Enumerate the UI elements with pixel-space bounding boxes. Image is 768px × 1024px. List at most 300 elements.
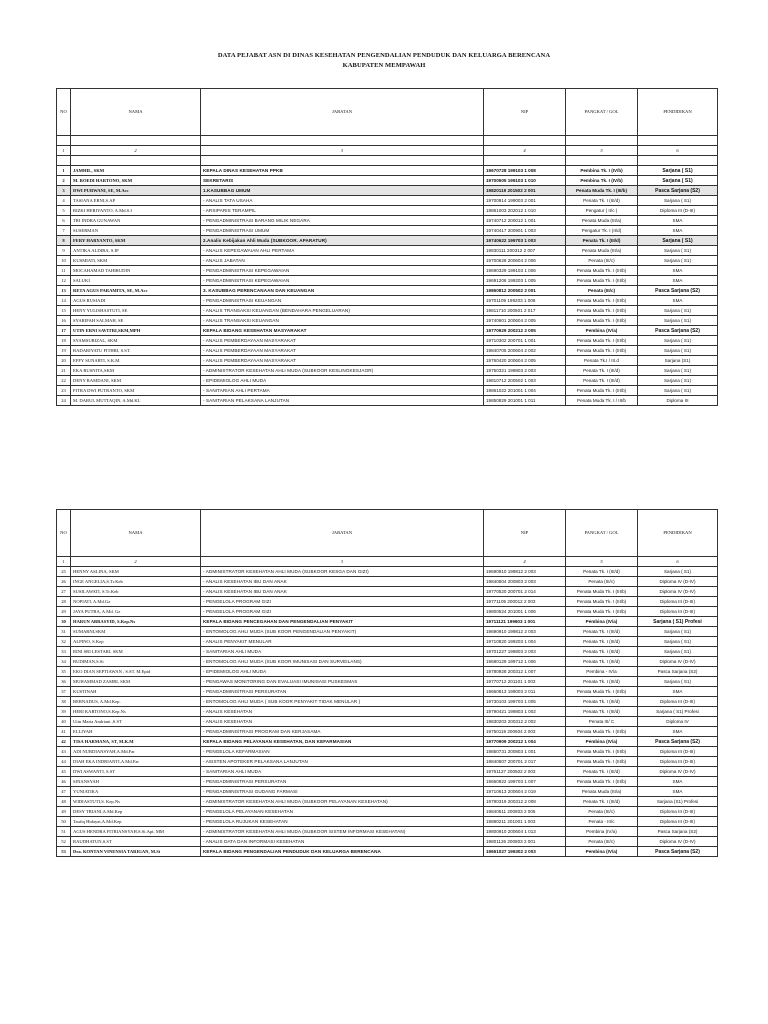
rank-cell: Penata Tk. I (III/d) — [566, 366, 638, 376]
rank-cell: Penata Muda Tk. I (III/b) — [566, 757, 638, 767]
nip-cell: 19710302 200701 1 001 — [484, 336, 566, 346]
education-cell: Pasca Sarjana (S2) — [638, 667, 718, 677]
row-number: 35 — [57, 667, 71, 677]
row-number: 45 — [57, 767, 71, 777]
table-row — [57, 296, 718, 306]
name-cell: Dra. KONTAN VINENSIA TARIGAN, M.Si — [71, 847, 201, 857]
name-cell: RIZKI HERIYANTO, A.Md.S.I — [71, 206, 201, 216]
nip-cell: 19861003 202012 1 010 — [484, 206, 566, 216]
header-jabatan: JABATAN — [201, 89, 484, 136]
position-cell: 2.Analis Kebijakan Ahli Muda (SUBKOOR. APARATUR) — [201, 236, 484, 246]
column-index-row — [57, 146, 718, 156]
education-cell: Sarjana (S1) Profesi — [638, 797, 718, 807]
education-cell: Diploma III (D-III) — [638, 597, 718, 607]
position-cell: - PENGADMINISTRASI PERSURATAN — [201, 777, 484, 787]
table-row — [57, 366, 718, 376]
name-cell: DWI PURWANI, SE, M.Acc — [71, 186, 201, 196]
row-number: 51 — [57, 827, 71, 837]
row-number: 42 — [57, 737, 71, 747]
table-row — [57, 787, 718, 797]
position-cell: - PENGADMINISTRASI KEUANGAN — [201, 296, 484, 306]
nip-cell: 19760420 200604 2 005 — [484, 356, 566, 366]
name-cell: Utin Maria Andriani ,S.ST — [71, 717, 201, 727]
nip-cell: 19660813 199003 2 011 — [484, 687, 566, 697]
education-cell: Sarjana (S1) — [638, 356, 718, 366]
nip-cell: 19700628 200604 2 006 — [484, 256, 566, 266]
table-row — [57, 286, 718, 296]
nip-cell: 19790319 200312 2 008 — [484, 797, 566, 807]
nip-cell: 19830203 200312 2 002 — [484, 717, 566, 727]
education-cell: Sarjana ( S1) — [638, 677, 718, 687]
nip-cell: 19710613 200604 2 019 — [484, 787, 566, 797]
name-cell: NOPIATI, A.Md.Gz — [71, 597, 201, 607]
rank-cell: Pembina (IV/a) — [566, 326, 638, 336]
nip-cell: 19771105 200012 2 003 — [484, 597, 566, 607]
nip-cell: 19820119 201502 2 001 — [484, 186, 566, 196]
table-row — [57, 346, 718, 356]
row-number: 21 — [57, 366, 71, 376]
header-nip: NIP — [484, 89, 566, 136]
position-cell: - PENGADMINISTRASI UMUM — [201, 226, 484, 236]
education-cell: SMA — [638, 266, 718, 276]
nip-cell: 19710820 199203 1 004 — [484, 637, 566, 647]
name-cell: UTIN ERNI SAVITRI,SKM,MPH — [71, 326, 201, 336]
position-cell: - ANALIS DATA DAN INFORMASI KESEHATAN — [201, 837, 484, 847]
name-cell: BUDIMAN,S.Si — [71, 657, 201, 667]
nip-cell: 19750321 199803 2 003 — [484, 366, 566, 376]
education-cell: Sarjana ( S1) — [638, 246, 718, 256]
table-row — [57, 386, 718, 396]
position-cell: - ANALIS KESEHATAN IBU DAN ANAK — [201, 577, 484, 587]
row-number: 38 — [57, 697, 71, 707]
rank-cell: Penata Muda (III/a) — [566, 246, 638, 256]
table-row — [57, 577, 718, 587]
name-cell: TISA HARMANA, ST, M.K.M — [71, 737, 201, 747]
nip-cell: 19860812 200502 2 001 — [484, 286, 566, 296]
nip-cell: 19840511 200803 2 005 — [484, 807, 566, 817]
name-cell: KUSTINAH — [71, 687, 201, 697]
position-cell: - EPIDEMIOLOG AHLI MUDA — [201, 376, 484, 386]
position-cell: - ANALIS KESEHATAN IBU DAN ANAK — [201, 587, 484, 597]
table-row — [57, 306, 718, 316]
position-cell: - PENGELOLA PROGRAM GIZI — [201, 597, 484, 607]
nip-cell: 19840705 200604 2 002 — [484, 346, 566, 356]
position-cell: - ANALIS TATA USAHA — [201, 196, 484, 206]
rank-cell: Pembina (IV/a) — [566, 847, 638, 857]
nip-cell: 19811710 200501 2 017 — [484, 306, 566, 316]
row-number: 53 — [57, 847, 71, 857]
name-cell: HENNY ASLINA, SKM — [71, 567, 201, 577]
education-cell: Sarjana ( S1) — [638, 176, 718, 186]
education-cell: Sarjana ( S1) — [638, 196, 718, 206]
nip-cell: 19680129 199712 1 006 — [484, 657, 566, 667]
education-cell: Sarjana ( S1) — [638, 166, 718, 176]
rank-cell: Penata Muda Tk. I (III/b) — [566, 296, 638, 306]
nip-cell: 19861022 201001 1 004 — [484, 386, 566, 396]
position-cell: - SANITARIAN PELAKSANA LANJUTAN — [201, 396, 484, 406]
row-number: 52 — [57, 837, 71, 847]
rank-cell: Penata Muda Tk. I (III/b) — [566, 306, 638, 316]
rank-cell: Penata Muda Tk. I (III/b) — [566, 336, 638, 346]
name-cell: FITRA DWI PUTRANTO, SKM — [71, 386, 201, 396]
row-number: 13 — [57, 286, 71, 296]
position-cell: - SANITARIAN AHLI PERTAMA — [201, 386, 484, 396]
nip-cell: 19810712 200502 1 003 — [484, 376, 566, 386]
position-cell: - PENGADMINISTRASI KEPEGAWAIAN — [201, 276, 484, 286]
education-cell: Diploma III (D-III) — [638, 697, 718, 707]
table-row — [57, 707, 718, 717]
nip-cell: 19780928 200312 1 007 — [484, 667, 566, 677]
education-cell: Sarjana ( S1) — [638, 336, 718, 346]
education-cell: Pasca Sarjana (S2) — [638, 847, 718, 857]
position-cell: - PENGELOLA RUJUKAN KESEHATAN — [201, 817, 484, 827]
rank-cell: Penata Tk. I (III/d) — [566, 637, 638, 647]
position-cell: - ARSIPARIS TERAMPIL — [201, 206, 484, 216]
position-cell: - PENGAWAS MONITORING DAN EVALUASI IMUNISASI PUSKESMAS — [201, 677, 484, 687]
table-row — [57, 316, 718, 326]
row-number: 6 — [57, 216, 71, 226]
name-cell: HERI KARTONO,S.Kep.Ns — [71, 707, 201, 717]
position-cell: - PENGELOLA PELAYANAN KESEHATAN — [201, 807, 484, 817]
name-cell: FERY HARYANTO, SKM — [71, 236, 201, 246]
header-jabatan: JABATAN — [201, 510, 484, 557]
table-row — [57, 246, 718, 256]
position-cell: - ENTOMOLOG AHLI MUDA ( SUB KOOR PENYAKIT TIDAK MENULAR ) — [201, 697, 484, 707]
education-cell: SMA — [638, 276, 718, 286]
row-number: 29 — [57, 607, 71, 617]
table-row — [57, 607, 718, 617]
position-cell: KEPALA BIDANG PELAYANAN KESEHATAN, DAN KEFARMASIAN — [201, 737, 484, 747]
rank-cell: Pembina Tk. I (IV/b) — [566, 166, 638, 176]
position-cell: - PENGELOLA KEFARMASIAN — [201, 747, 484, 757]
column-index-cell: 2 — [71, 146, 201, 156]
row-number: 23 — [57, 386, 71, 396]
education-cell: Sarjana ( S1) — [638, 386, 718, 396]
name-cell: Taufiq Hidayat,A.Md.Kep — [71, 817, 201, 827]
row-number: 28 — [57, 597, 71, 607]
education-cell: Diploma III (D-III) — [638, 817, 718, 827]
rank-cell: Penata Tk. I (III/d) — [566, 707, 638, 717]
position-cell: - ADMINISTRATOR KESEHATAN AHLI MUDA (SUBKOOR PELAYANAN KESEHATAN) — [201, 797, 484, 807]
nip-cell: 19850731 200803 1 001 — [484, 747, 566, 757]
name-cell: EKA RUSNITA,SKM — [71, 366, 201, 376]
rank-cell: Penata (III/c) — [566, 256, 638, 266]
rank-cell: Penata Muda Tk. I / III/b — [566, 396, 638, 406]
position-cell: - SANITARIAN AHLI MUDA — [201, 647, 484, 657]
name-cell: MOCAHAMAD TAHIRUDIN — [71, 266, 201, 276]
rank-cell: Penata Tk. I (III/d) — [566, 567, 638, 577]
table-row — [57, 186, 718, 196]
position-cell: - ASISTEN APOTEKER PELAKSANA LANJUTAN — [201, 757, 484, 767]
rank-cell: Penata III/ C — [566, 717, 638, 727]
name-cell: ALPINO, S.Kep — [71, 637, 201, 647]
column-index-row — [57, 557, 718, 567]
name-cell: JAYA PUTRA, A.Md. Gz — [71, 607, 201, 617]
name-cell: HARUN ABRASYID, S.Kep.Ns — [71, 617, 201, 627]
education-cell: Sarjana ( S1) — [638, 256, 718, 266]
table-row — [57, 597, 718, 607]
officials-table-1 — [56, 88, 718, 406]
table-row — [57, 266, 718, 276]
table-row — [57, 687, 718, 697]
name-cell: SYAMSURIZAL, SKM — [71, 336, 201, 346]
education-cell: Sarjana ( S1) — [638, 567, 718, 577]
nip-cell: 19800910 200604 1 013 — [484, 827, 566, 837]
position-cell: - PENGADMINISTRASI BARANG MILIK NEGARA — [201, 216, 484, 226]
table-row — [57, 657, 718, 667]
name-cell: SALUKI — [71, 276, 201, 286]
row-number: 7 — [57, 226, 71, 236]
name-cell: YUNIATIKA — [71, 787, 201, 797]
name-cell: TASIANA ERNI,S.AP — [71, 196, 201, 206]
row-number: 30 — [57, 617, 71, 627]
row-number: 36 — [57, 677, 71, 687]
education-cell: Pasca Sarjana (S2) — [638, 737, 718, 747]
header-no: NO — [57, 510, 71, 557]
rank-cell: Penata Muda (III/a) — [566, 787, 638, 797]
rank-cell: Pembina (IV/a) — [566, 737, 638, 747]
row-number: 10 — [57, 256, 71, 266]
education-cell: Sarjana ( S1) — [638, 366, 718, 376]
position-cell: - ANALIS TRANSAKSI KEUANGAN (BENDAHARA PENGELUARAN) — [201, 306, 484, 316]
row-number: 26 — [57, 577, 71, 587]
table-row — [57, 627, 718, 637]
education-cell: Sarjana ( S1) — [638, 236, 718, 246]
position-cell: - ANALIS TRANSAKSI KEUANGAN — [201, 316, 484, 326]
row-number: 41 — [57, 727, 71, 737]
table-row — [57, 587, 718, 597]
education-cell: SMA — [638, 787, 718, 797]
row-number: 25 — [57, 567, 71, 577]
table-row — [57, 797, 718, 807]
education-cell: Sarjana ( S1) — [638, 627, 718, 637]
table-row — [57, 276, 718, 286]
position-cell: - ANALIS PEMBERDAYAAN MASYARAKAT — [201, 356, 484, 366]
table-row — [57, 837, 718, 847]
education-cell: Diploma IV (D-IV) — [638, 577, 718, 587]
name-cell: SYARIFAH SALMAH, SE — [71, 316, 201, 326]
education-cell: Sarjana ( S1) — [638, 306, 718, 316]
rank-cell: Penata Tk. I (III/d) — [566, 677, 638, 687]
row-number: 48 — [57, 797, 71, 807]
rank-cell: Pengatur ( II/c ) — [566, 206, 638, 216]
name-cell: SUSILAWATI, S.Tr.Keb — [71, 587, 201, 597]
row-number: 50 — [57, 817, 71, 827]
rank-cell: Penata Tk. I (III/d) — [566, 627, 638, 637]
row-number: 15 — [57, 306, 71, 316]
rank-cell: Penata (III/c) — [566, 577, 638, 587]
position-cell: - PENGADMINISTRASI PERSURATAN — [201, 687, 484, 697]
name-cell: AGUS RUSIADI — [71, 296, 201, 306]
rank-cell: Penata Muda Tk. I (III/b) — [566, 587, 638, 597]
row-number: 2 — [57, 176, 71, 186]
name-cell: EFFY SUNARTI, S.K.M. — [71, 356, 201, 366]
education-cell: Diploma IV (D-IV) — [638, 587, 718, 597]
rank-cell: Penata Muda Tk. I (III/b) — [566, 607, 638, 617]
nip-cell: 19790421 199803 1 002 — [484, 707, 566, 717]
position-cell: - ENTOMOLOG AHLI MUDA (SUB KOOR PENGENDALIAN PENYAKIT) — [201, 627, 484, 637]
name-cell: TRI INDRA GUNAWAN — [71, 216, 201, 226]
name-cell: AGUS HENDRA FITRIANSYAH,S.Si.Apt, MM — [71, 827, 201, 837]
education-cell: Pasca Sarjana (S2) — [638, 827, 718, 837]
column-index-cell: 1 — [57, 557, 71, 567]
name-cell: RINI SRI LESTARI, SKM — [71, 647, 201, 657]
column-index-cell: 4 — [484, 146, 566, 156]
position-cell: - PENGELOLA PROGRAM GIZI — [201, 607, 484, 617]
table-row — [57, 777, 718, 787]
rank-cell: Penata Muda Tk. I (III/b) — [566, 276, 638, 286]
nip-cell: 19740417 200901 1 003 — [484, 226, 566, 236]
rank-cell: Penata Muda (III/a) — [566, 216, 638, 226]
name-cell: INGE ANGELIA,S.Tr.Keb — [71, 577, 201, 587]
row-number: 37 — [57, 687, 71, 697]
table-row — [57, 747, 718, 757]
position-cell: 3. KASUBBAG PERENCANAAN DAN KEUANGAN — [201, 286, 484, 296]
education-cell: Diploma IV (D-IV) — [638, 837, 718, 847]
position-cell: KEPALA BIDANG PENCEGAHAN DAN PENGENDALIAN PENYAKIT — [201, 617, 484, 627]
name-cell: WIDIASTUTI,S. Kep.Ns — [71, 797, 201, 807]
row-number: 12 — [57, 276, 71, 286]
position-cell: KEPALA BIDANG KESEHATAN MASYARAKAT — [201, 326, 484, 336]
column-index-cell: 2 — [71, 557, 201, 567]
nip-cell: 19690910 199812 2 003 — [484, 567, 566, 577]
nip-cell: 19690329 199103 1 006 — [484, 266, 566, 276]
table-row — [57, 617, 718, 627]
nip-cell: 19830111 200312 2 007 — [484, 246, 566, 256]
nip-cell: 19801126 200803 2 001 — [484, 837, 566, 847]
row-number: 32 — [57, 637, 71, 647]
rank-cell: Penata Muda Tk. I (III/b) — [566, 266, 638, 276]
table-row — [57, 236, 718, 246]
table-body — [57, 166, 718, 406]
rank-cell: Penata Tk. I (III/d) — [566, 697, 638, 707]
row-number: 1 — [57, 166, 71, 176]
nip-cell: 19761127 200502 2 003 — [484, 767, 566, 777]
rank-cell: Penata - III/c — [566, 817, 638, 827]
table-row — [57, 206, 718, 216]
rank-cell: Penata Muda Tk. I (III/b) — [566, 346, 638, 356]
rank-cell: Penata Muda Tk. I (III/b) — [566, 727, 638, 737]
rank-cell: Penata Tk. I (III/d) — [566, 797, 638, 807]
nip-cell: 19691206 199203 1 005 — [484, 276, 566, 286]
row-number: 16 — [57, 316, 71, 326]
rank-cell: Penata Muda Tk. I (III/b) — [566, 386, 638, 396]
row-number: 46 — [57, 777, 71, 787]
education-cell: SMA — [638, 226, 718, 236]
row-number: 31 — [57, 627, 71, 637]
position-cell: - ADMINISTRATOR KESEHATAN AHLI MUDA (SUBKOOR KESGA DAN GIZI) — [201, 567, 484, 577]
nip-cell: 19800524 201001 1 006 — [484, 607, 566, 617]
row-number: 43 — [57, 747, 71, 757]
education-cell: Diploma III — [638, 396, 718, 406]
nip-cell: 19700914 199003 2 001 — [484, 196, 566, 206]
name-cell: RETA AGUS PARAMITA, SE, M.Acc — [71, 286, 201, 296]
row-number: 24 — [57, 396, 71, 406]
table-row — [57, 847, 718, 857]
name-cell: SINANSYAH — [71, 777, 201, 787]
document-title: DATA PEJABAT ASN DI DINAS KESEHATAN PENGENDALIAN PENDUDUK DAN KELUARGA BERENCANA — [217, 52, 551, 59]
nip-cell: 19730103 199703 1 005 — [484, 697, 566, 707]
nip-cell: 19740601 200604 2 005 — [484, 316, 566, 326]
position-cell: - ENTOMOLOG AHLI MUDA (SUB KOOR IMUNISASI DAN SURVEILANS) — [201, 657, 484, 667]
rank-cell: Penata Muda Tk. I (III/b) — [566, 597, 638, 607]
nip-cell: 19701227 199803 2 003 — [484, 647, 566, 657]
education-cell: Diploma III (D-III) — [638, 757, 718, 767]
education-cell: Sarjana ( S1) Profesi — [638, 617, 718, 627]
education-cell: Pasca Sarjana (S2) — [638, 186, 718, 196]
nip-cell: 19700505 199103 1 010 — [484, 176, 566, 186]
nip-cell: 19770712 201101 1 003 — [484, 677, 566, 687]
table-row — [57, 647, 718, 657]
education-cell: Diploma IV — [638, 717, 718, 727]
position-cell: - ANALIS KESEHATAN — [201, 717, 484, 727]
rank-cell: Penata Muda Tk. I (III/b) — [566, 186, 638, 196]
table-row — [57, 727, 718, 737]
name-cell: KUSMIATI, SKM — [71, 256, 201, 266]
nip-cell: 19711121 199603 1 001 — [484, 617, 566, 627]
name-cell: JAMHIL, SKM — [71, 166, 201, 176]
row-number: 40 — [57, 717, 71, 727]
education-cell: SMA — [638, 777, 718, 787]
nip-cell: 19770929 200212 2 005 — [484, 326, 566, 336]
officials-table-2 — [56, 509, 718, 857]
rank-cell: Penata Tk. I (III/d) — [566, 657, 638, 667]
education-cell: Diploma IV (D-IV) — [638, 767, 718, 777]
education-cell: SMA — [638, 727, 718, 737]
rank-cell: Pembina (IV/a) — [566, 617, 638, 627]
rank-cell: Penata Muda Tk. I (III/b) — [566, 687, 638, 697]
table-row — [57, 226, 718, 236]
rank-cell: Pengatur Tk. I (II/d) — [566, 226, 638, 236]
rank-cell: Penata Muda Tk. I (III/b) — [566, 316, 638, 326]
table-row — [57, 717, 718, 727]
name-cell: EKO DIAN SEPTIAWAN , S.ST. M.Epid — [71, 667, 201, 677]
header-no: NO — [57, 89, 71, 136]
table-row — [57, 567, 718, 577]
position-cell: KEPALA DINAS KESEHATAN PPKB — [201, 166, 484, 176]
row-number: 11 — [57, 266, 71, 276]
rank-cell: Penata (III/c) — [566, 807, 638, 817]
row-number: 39 — [57, 707, 71, 717]
position-cell: - PENGADMINISTRASI GUDANG FARMASI — [201, 787, 484, 797]
column-index-cell: 5 — [566, 557, 638, 567]
table-header-row — [57, 510, 718, 557]
rank-cell: Penata (III/c) — [566, 286, 638, 296]
table-row — [57, 256, 718, 266]
name-cell: ELLIYAH — [71, 727, 201, 737]
name-cell: M. DARUL MUTTAQIN, A.Md.KL — [71, 396, 201, 406]
education-cell: SMA — [638, 687, 718, 697]
header-nama: NAMA — [71, 89, 201, 136]
education-cell: SMA — [638, 216, 718, 226]
rank-cell: Penata Tk. I (III/d) — [566, 647, 638, 657]
position-cell: 1.KASUBBAG UMUM — [201, 186, 484, 196]
row-number: 27 — [57, 587, 71, 597]
name-cell: SUSERMAN — [71, 226, 201, 236]
spacer-row — [57, 156, 718, 166]
header-pangkat: PANGKAT / GOL — [566, 89, 638, 136]
name-cell: BERNADUS, A.Md.Kep. — [71, 697, 201, 707]
position-cell: - ANALIS KESEHATAN — [201, 707, 484, 717]
table-row — [57, 396, 718, 406]
nip-cell: 19690910 199812 2 003 — [484, 627, 566, 637]
table-row — [57, 176, 718, 186]
rank-cell: Penata Tk. I (III/d) — [566, 767, 638, 777]
column-index-cell: 4 — [484, 557, 566, 567]
position-cell: - PENGADMINISTRASI PROGRAM DAN KERJASAMA — [201, 727, 484, 737]
rank-cell: Penata (III/c) — [566, 837, 638, 847]
table-row — [57, 356, 718, 366]
